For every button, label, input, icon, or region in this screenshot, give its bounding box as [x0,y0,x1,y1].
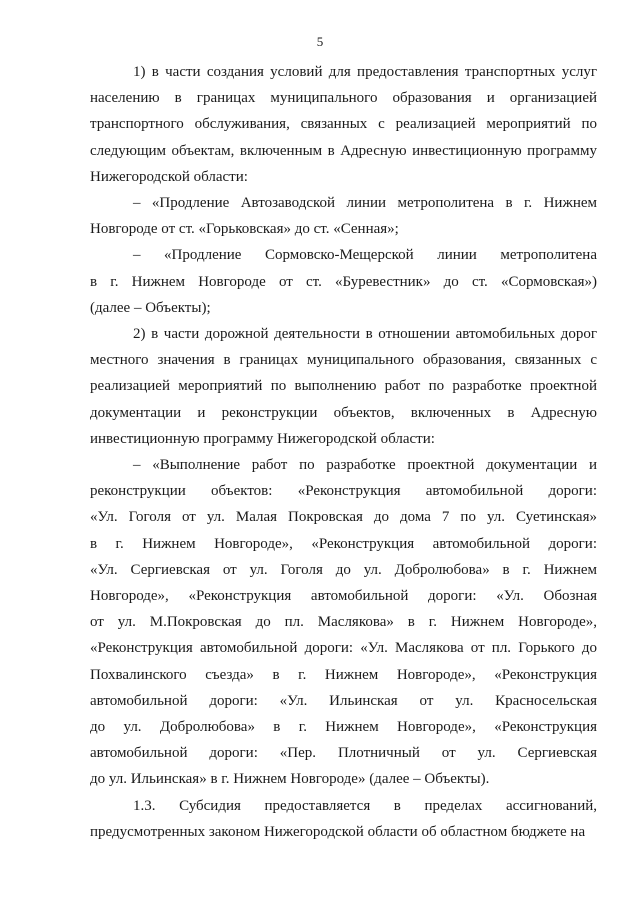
text-line: от ул. М.Покровская до пл. Маслякова» в г. Нижнем Новгороде», [90,614,597,631]
text-line: следующим объектам, включенным в Адресную инвестиционную программу [90,142,597,159]
text-line: местного значения в границах муниципального образования, связанных с [90,352,597,369]
text-line: Похвалинского съезда» в г. Нижнем Новгороде», «Реконструкция [90,666,597,683]
text-line: инвестиционную программу Нижегородской области: [90,430,435,447]
paragraph [90,59,597,190]
text-line: автомобильной дороги: «Пер. Плотничный от ул. Сергиевская [90,745,597,762]
text-line: Новгороде», «Реконструкция автомобильной дороги: «Ул. Обозная [90,588,597,605]
text-line: населению в границах муниципального образования и организацией [90,90,597,107]
text-line: 1.3. Субсидия предоставляется в пределах ассигнований, [133,797,597,814]
text-line: «Реконструкция автомобильной дороги: «Ул. Маслякова от пл. Горького до [90,640,597,657]
page-number: 5 [316,34,324,49]
text-line: 1) в части создания условий для предоставления транспортных услуг [133,64,597,80]
text-line: реконструкции объектов: «Реконструкция автомобильной дороги: [90,483,597,500]
paragraph [90,793,597,845]
text-line: автомобильной дороги: «Ул. Ильинская от ул. Красносельская [90,692,597,709]
text-line: транспортного обслуживания, связанных с реализацией мероприятий по [90,116,597,133]
paragraph [90,190,597,242]
text-line: до ул. Добролюбова» в г. Нижнем Новгороде», «Реконструкция [90,719,597,736]
text-line: – «Продление Сормовско-Мещерской линии метрополитена [133,247,597,264]
text-line: до ул. Ильинская» в г. Нижнем Новгороде» (далее – Объекты). [90,771,490,788]
paragraph [90,321,597,452]
text-line: предусмотренных законом Нижегородской области об областном бюджете на [90,823,586,840]
text-line: документации и реконструкции объектов, включенных в Адресную [90,404,597,421]
text-line: Нижегородской области: [90,168,248,185]
text-line: – «Выполнение работ по разработке проектной документации и [133,457,597,474]
text-line: Новгороде от ст. «Горьковская» до ст. «Сенная»; [90,221,399,238]
paragraph [90,242,597,321]
text-line: в г. Нижнем Новгороде», «Реконструкция автомобильной дороги: [90,535,597,552]
text-line: – «Продление Автозаводской линии метрополитена в г. Нижнем [133,195,597,212]
text-line: в г. Нижнем Новгороде от ст. «Буревестник» до ст. «Сормовская») [90,273,597,290]
paragraph [90,452,597,793]
text-line: реализацией мероприятий по выполнению работ по разработке проектной [90,378,597,395]
text-line: 2) в части дорожной деятельности в отношении автомобильных дорог [133,326,597,343]
document-body [90,59,597,845]
text-line: «Ул. Сергиевская от ул. Гоголя до ул. Добролюбова» в г. Нижнем [90,561,597,578]
text-line: «Ул. Гоголя от ул. Малая Покровская до дома 7 по ул. Суетинская» [90,509,597,526]
text-line: (далее – Объекты); [90,299,211,316]
